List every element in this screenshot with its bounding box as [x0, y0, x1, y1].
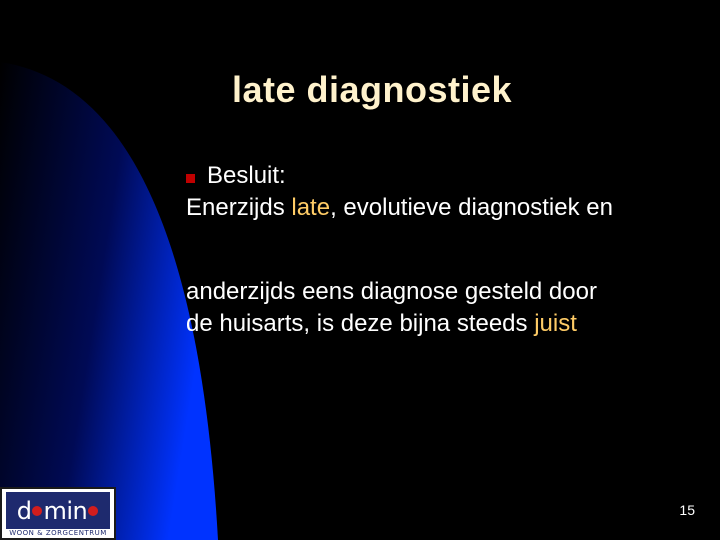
logo-red-dot-icon: [88, 506, 98, 516]
para1-text-start: Enerzijds: [186, 194, 292, 221]
slide-body: [186, 160, 613, 340]
logo-letter-d: d: [16, 496, 32, 525]
logo-letters-min: min: [43, 496, 88, 525]
bullet-item: [186, 160, 613, 192]
para1-text-end: , evolutieve diagnostiek en: [330, 194, 613, 221]
domino-logo: [0, 487, 116, 540]
logo-subtitle: WOON & ZORGCENTRUM: [9, 529, 107, 537]
highlight-late: late: [291, 194, 331, 221]
logo-red-dot-icon: [32, 506, 42, 516]
paragraph-2-line-2: [186, 308, 613, 340]
highlight-juist: juist: [534, 310, 577, 337]
paragraph-line-1: [186, 192, 613, 224]
para2-text-start: de huisarts, is deze bijna steeds: [186, 310, 535, 337]
slide-title: late diagnostiek: [232, 69, 513, 110]
bullet-text: Besluit:: [207, 162, 286, 189]
logo-wordmark: [6, 492, 110, 529]
paragraph-2-line-1: anderzijds eens diagnose gesteld door: [186, 278, 597, 305]
page-number: 15: [679, 502, 695, 518]
square-bullet-icon: [186, 174, 195, 183]
